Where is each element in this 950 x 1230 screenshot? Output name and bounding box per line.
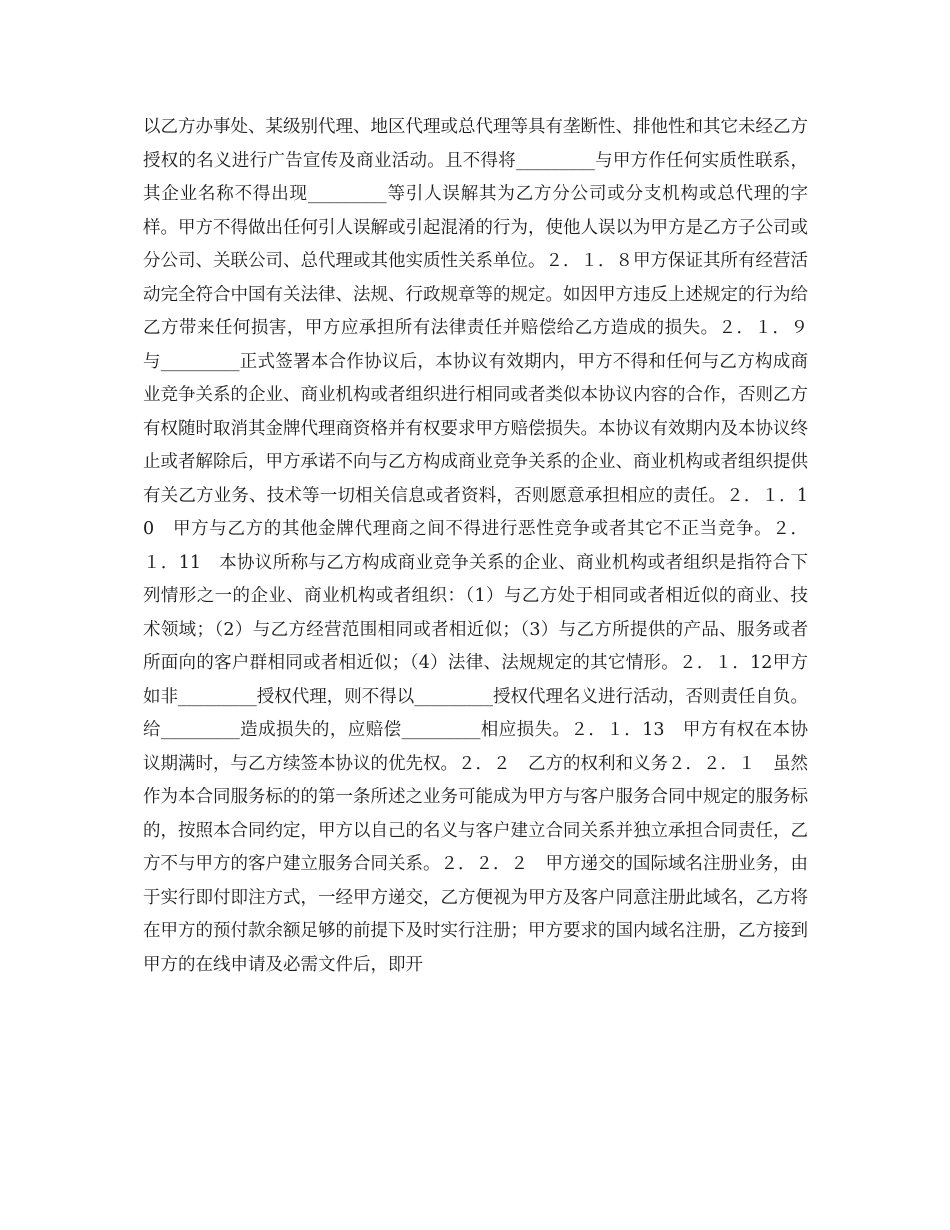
body-paragraph: 以乙方办事处、某级别代理、地区代理或总代理等具有垄断性、排他性和其它未经乙方授权的名义进行广告宣传及商业活动。且不得将_________与甲方作任何实质性联系，其企业名称不得出现_________等引人误解其为乙方分公司或分支机构或总代理的字样。甲方不得做出任何引人误解或引起混淆的行为，使他人误以为甲方是乙方子公司或分公司、关联公司、总代理或其他实质性关系单位。２．１．８甲方保证其所有经营活动完全符合中国有关法律、法规、行政规章等的规定。如因甲方违反上述规定的行为给乙方带来任何损害，甲方应承担所有法律责任并赔偿给乙方造成的损失。２．１．９ 与_________正式签署本合作协议后，本协议有效期内，甲方不得和任何与乙方构成商业竞争关系的企业、商业机构或者组织进行相同或者类似本协议内容的合作，否则乙方有权随时取消其金牌代理商资格并有权要求甲方赔偿损失。本协议有效期内及本协议终止或者解除后，甲方承诺不向与乙方构成商业竞争关系的企业、商业机构或者组织提供有关乙方业务、技术等一切相关信息或者资料，否则愿意承担相应的责任。２．１．10 甲方与乙方的其他金牌代理商之间不得进行恶性竞争或者其它不正当竞争。２．１．11 本协议所称与乙方构成商业竞争关系的企业、商业机构或者组织是指符合下列情形之一的企业、商业机构或者组织：（1）与乙方处于相同或者相近似的商业、技术领域；（2）与乙方经营范围相同或者相近似；（3）与乙方所提供的产品、服务或者所面向的客户群相同或者相近似；（4）法律、法规规定的其它情形。２．１．12甲方如非_________授权代理，则不得以_________授权代理名义进行活动，否则责任自负。给_________造成损失的，应赔偿_________相应损失。２．１．13 甲方有权在本协议期满时，与乙方续签本协议的优先权。２．２ 乙方的权利和义务２．２．１ 虽然作为本合同服务标的的第一条所述之业务可能成为甲方与客户服务合同中规定的服务标的，按照本合同约定，甲方以自己的名义与客户建立合同关系并独立承担合同责任，乙方不与甲方的客户建立服务合同关系。２．２．２ 甲方递交的国际域名注册业务，由于实行即付即注方式，一经甲方递交，乙方便视为甲方及客户同意注册此域名，乙方将在甲方的预付款余额足够的前提下及时实行注册；甲方要求的国内域名注册，乙方接到甲方的在线申请及必需文件后，即开 [143, 117, 826, 975]
